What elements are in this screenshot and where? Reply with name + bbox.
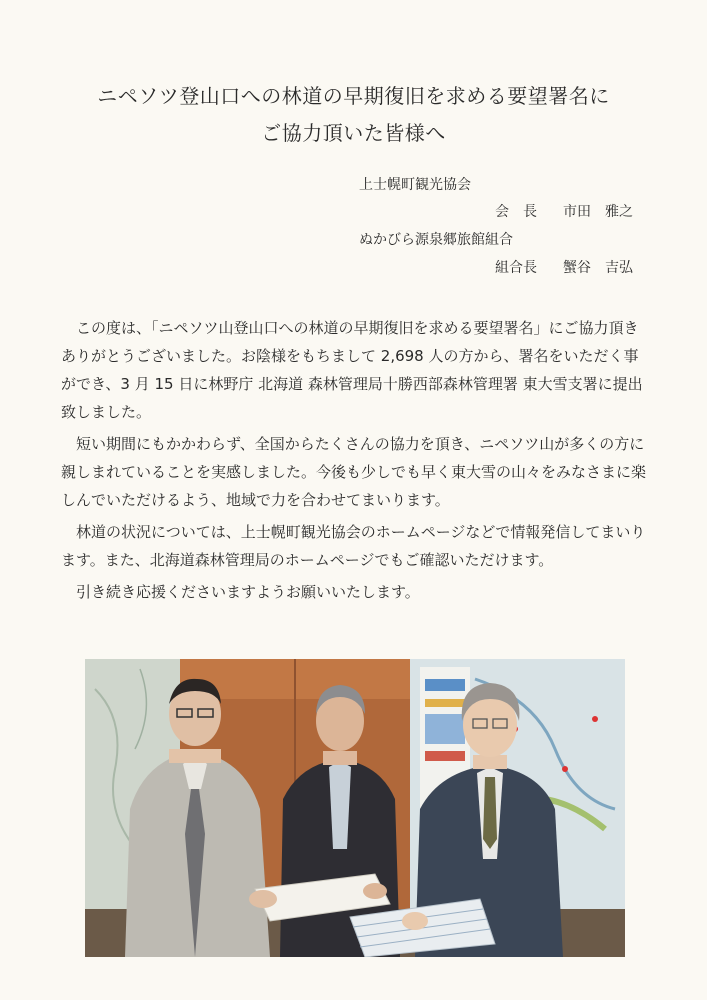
signatory-role-2: 組合長: [495, 260, 537, 276]
body-paragraph-4: 引き続き応援くださいますようお願いいたします。: [76, 583, 420, 601]
signatory-name-2: 蟹谷 吉弘: [563, 260, 633, 276]
signatory-name-1: 市田 雅之: [563, 204, 633, 220]
body-paragraph-3: 林道の状況については、上士幌町観光協会のホームページなどで情報発信してまいります。また、北海道森林管理局のホームページでもご確認いただけます。: [61, 523, 646, 569]
signatory-role-1: 会 長: [495, 204, 537, 220]
title-line-1: ニペソツ登山口への林道の早期復旧を求める要望署名に: [97, 84, 610, 108]
signatory-org-2: ぬかびら源泉郷旅館組合: [359, 232, 513, 248]
letter-body: [61, 314, 651, 606]
body-paragraph-1: この度は、「ニペソツ山登山口への林道の早期復旧を求める要望署名」にご協力頂きありがとうございました。お陰様をもちまして 2,698 人の方から、署名をいただく事ができ、3 月 15 日に林野庁 北海道 森林管理局十勝西部森林管理署 東大雪支署に提出致しました。: [61, 319, 643, 421]
title-line-2: ご協力頂いた皆様へ: [261, 121, 446, 145]
letter-title: [0, 78, 707, 152]
body-paragraph-2: 短い期間にもかかわらず、全国からたくさんの協力を頂き、ニペソツ山が多くの方に親しまれていることを実感しました。今後も少しでも早く東大雪の山々をみなさまに楽しんでいただけるよう、地域で力を合わせてまいります。: [61, 435, 647, 509]
photo-icon: [85, 659, 625, 957]
signatory-org-1: 上士幌町観光協会: [359, 177, 471, 193]
signatory-1: [495, 201, 633, 221]
signatory-2: [495, 257, 633, 277]
